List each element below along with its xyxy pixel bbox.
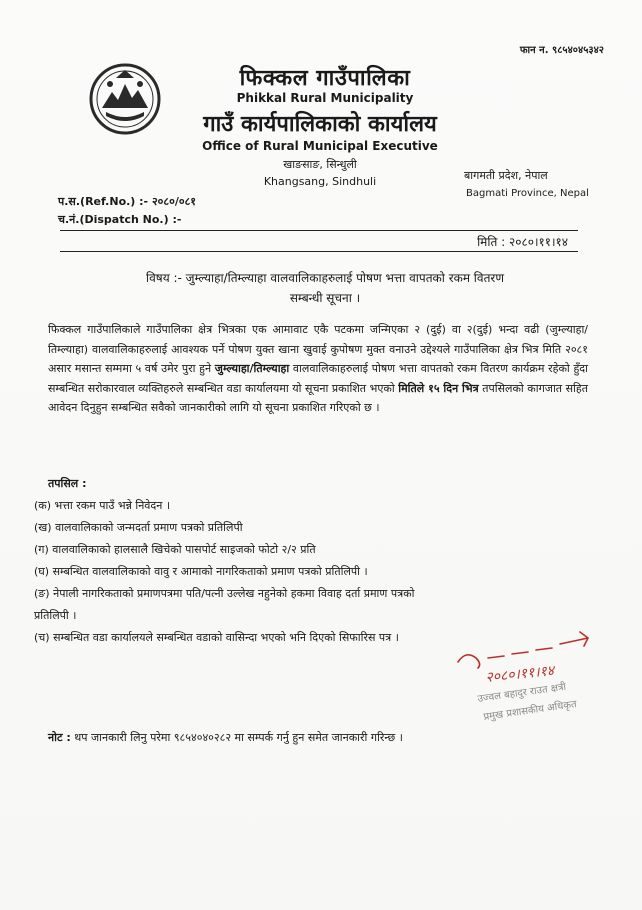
tapasil-title: तपसिल : [48,477,87,490]
body-text-1: फिक्कल गाउँपालिकाले गाउँपालिका क्षेत्र भित्रका एक आमावाट एकै पटकमा जन्मिएका २ (दुई) वा २(दुई) भन्दा वढी (जुम्ल्याहा/तिम्ल्याहा) वालवालिकाहरुलाई आवश्यक पर्ने पोषण युक्त खाना खुवाई कुपोषण मुक्त वनाउने उद्देश्यले गाउँपालिका क्षेत्र भित्र मिति २०८१ असार मसान्त सम्ममा ५ वर्ष उमेर पुरा हुने [48,323,588,375]
date-bar [60,230,578,252]
nepal-emblem-icon [88,62,162,136]
municipality-name-np: फिक्कल गाउँपालिका [239,66,411,91]
municipality-name-en: Phikkal Rural Municipality [236,91,414,105]
province-np: बागमती प्रदेश, नेपाल [464,169,548,182]
body-text-3: तपसिलको कागजात सहित आवेदन दिनुहुन सम्बन्धित सवैको जानकारीको लागि यो सूचना प्रकाशित गरिएको छ । [48,381,588,414]
signature-scribble [458,632,588,668]
body-bold-1: जुम्ल्याहा/तिम्ल्याहा [214,362,290,375]
ref-number: प.स.(Ref.No.) :- २०८०/०८१ [58,195,197,208]
list-item: (क) भत्ता रकम पाउँ भन्ने निवेदन । [34,499,171,512]
list-item: (ग) वालवालिकाको हालसालै खिचेको पासपोर्ट साइजको फोटो २/२ प्रति [34,543,316,556]
body-text-2: वालवालिकाहरुलाई पोषण भत्ता वापतको रकम वितरण कार्यक्रम रहेको हुँदा सम्बन्धित सरोकारवाल व्यक्तिहरुले सम्बन्धित वडा कार्यालयमा यो सूचना प्रकाशित भएको [48,362,588,395]
list-item: (ख) वालवालिकाको जन्मदर्ता प्रमाण पत्रको प्रतिलिपी [34,521,243,534]
subject [75,268,575,308]
office-name-np: गाउँ कार्यपालिकाको कार्यालय [203,112,437,137]
handwritten-date: २०८०।११।१४ [484,662,555,686]
subject-line-2: सम्बन्धी सूचना । [289,291,361,305]
list-item: (ङ) नेपाली नागरिकताको प्रमाणपत्रमा पति/पत्नी उल्लेख नहुनेको हकमा विवाह दर्ता प्रमाण पत्रको [34,587,415,600]
note-text: थप जानकारी लिनु परेमा ९८५४०४०२८२ मा सम्पर्क गर्नु हुन समेत जानकारी गरिन्छ । [70,731,403,744]
note [48,730,403,745]
list-item: प्रतिलिपी । [34,609,77,622]
province-en: Bagmati Province, Nepal [466,188,589,199]
body-paragraph [48,320,588,418]
tapasil-list [34,495,604,649]
stamp-line-1: उज्वल बहादुर राउत क्षत्री [476,681,567,705]
place-en: Khangsang, Sindhuli [263,175,377,188]
note-label: नोट : [48,731,71,744]
phone-number: फान न. ९८५४०४५३४२ [519,45,604,56]
signature-block [448,628,608,738]
letter-date: मिति : २०८०।११।१४ [477,235,568,249]
place-np: खाङसाङ, सिन्धुली [283,158,357,171]
body-bold-2: मितिले १५ दिन भित्र [398,381,479,395]
list-item: (घ) सम्बन्धित वालवालिकाको वावु र आमाको नागरिकताको प्रमाण पत्रको प्रतिलिपी । [34,565,368,578]
subject-line-1: विषय :- जुम्ल्याहा/तिम्ल्याहा वालवालिकाहरुलाई पोषण भत्ता वापतको रकम वितरण [145,271,505,285]
stamp-line-2: प्रमुख प्रशासकीय अधिकृत [482,699,578,723]
dispatch-number: च.नं.(Dispatch No.) :- [58,213,182,226]
office-name-en: Office of Rural Municipal Executive [202,139,438,153]
list-item: (च) सम्बन्धित वडा कार्यालयले सम्बन्धित वडाको वासिन्दा भएको भनि दिएको सिफारिस पत्र । [34,631,399,644]
